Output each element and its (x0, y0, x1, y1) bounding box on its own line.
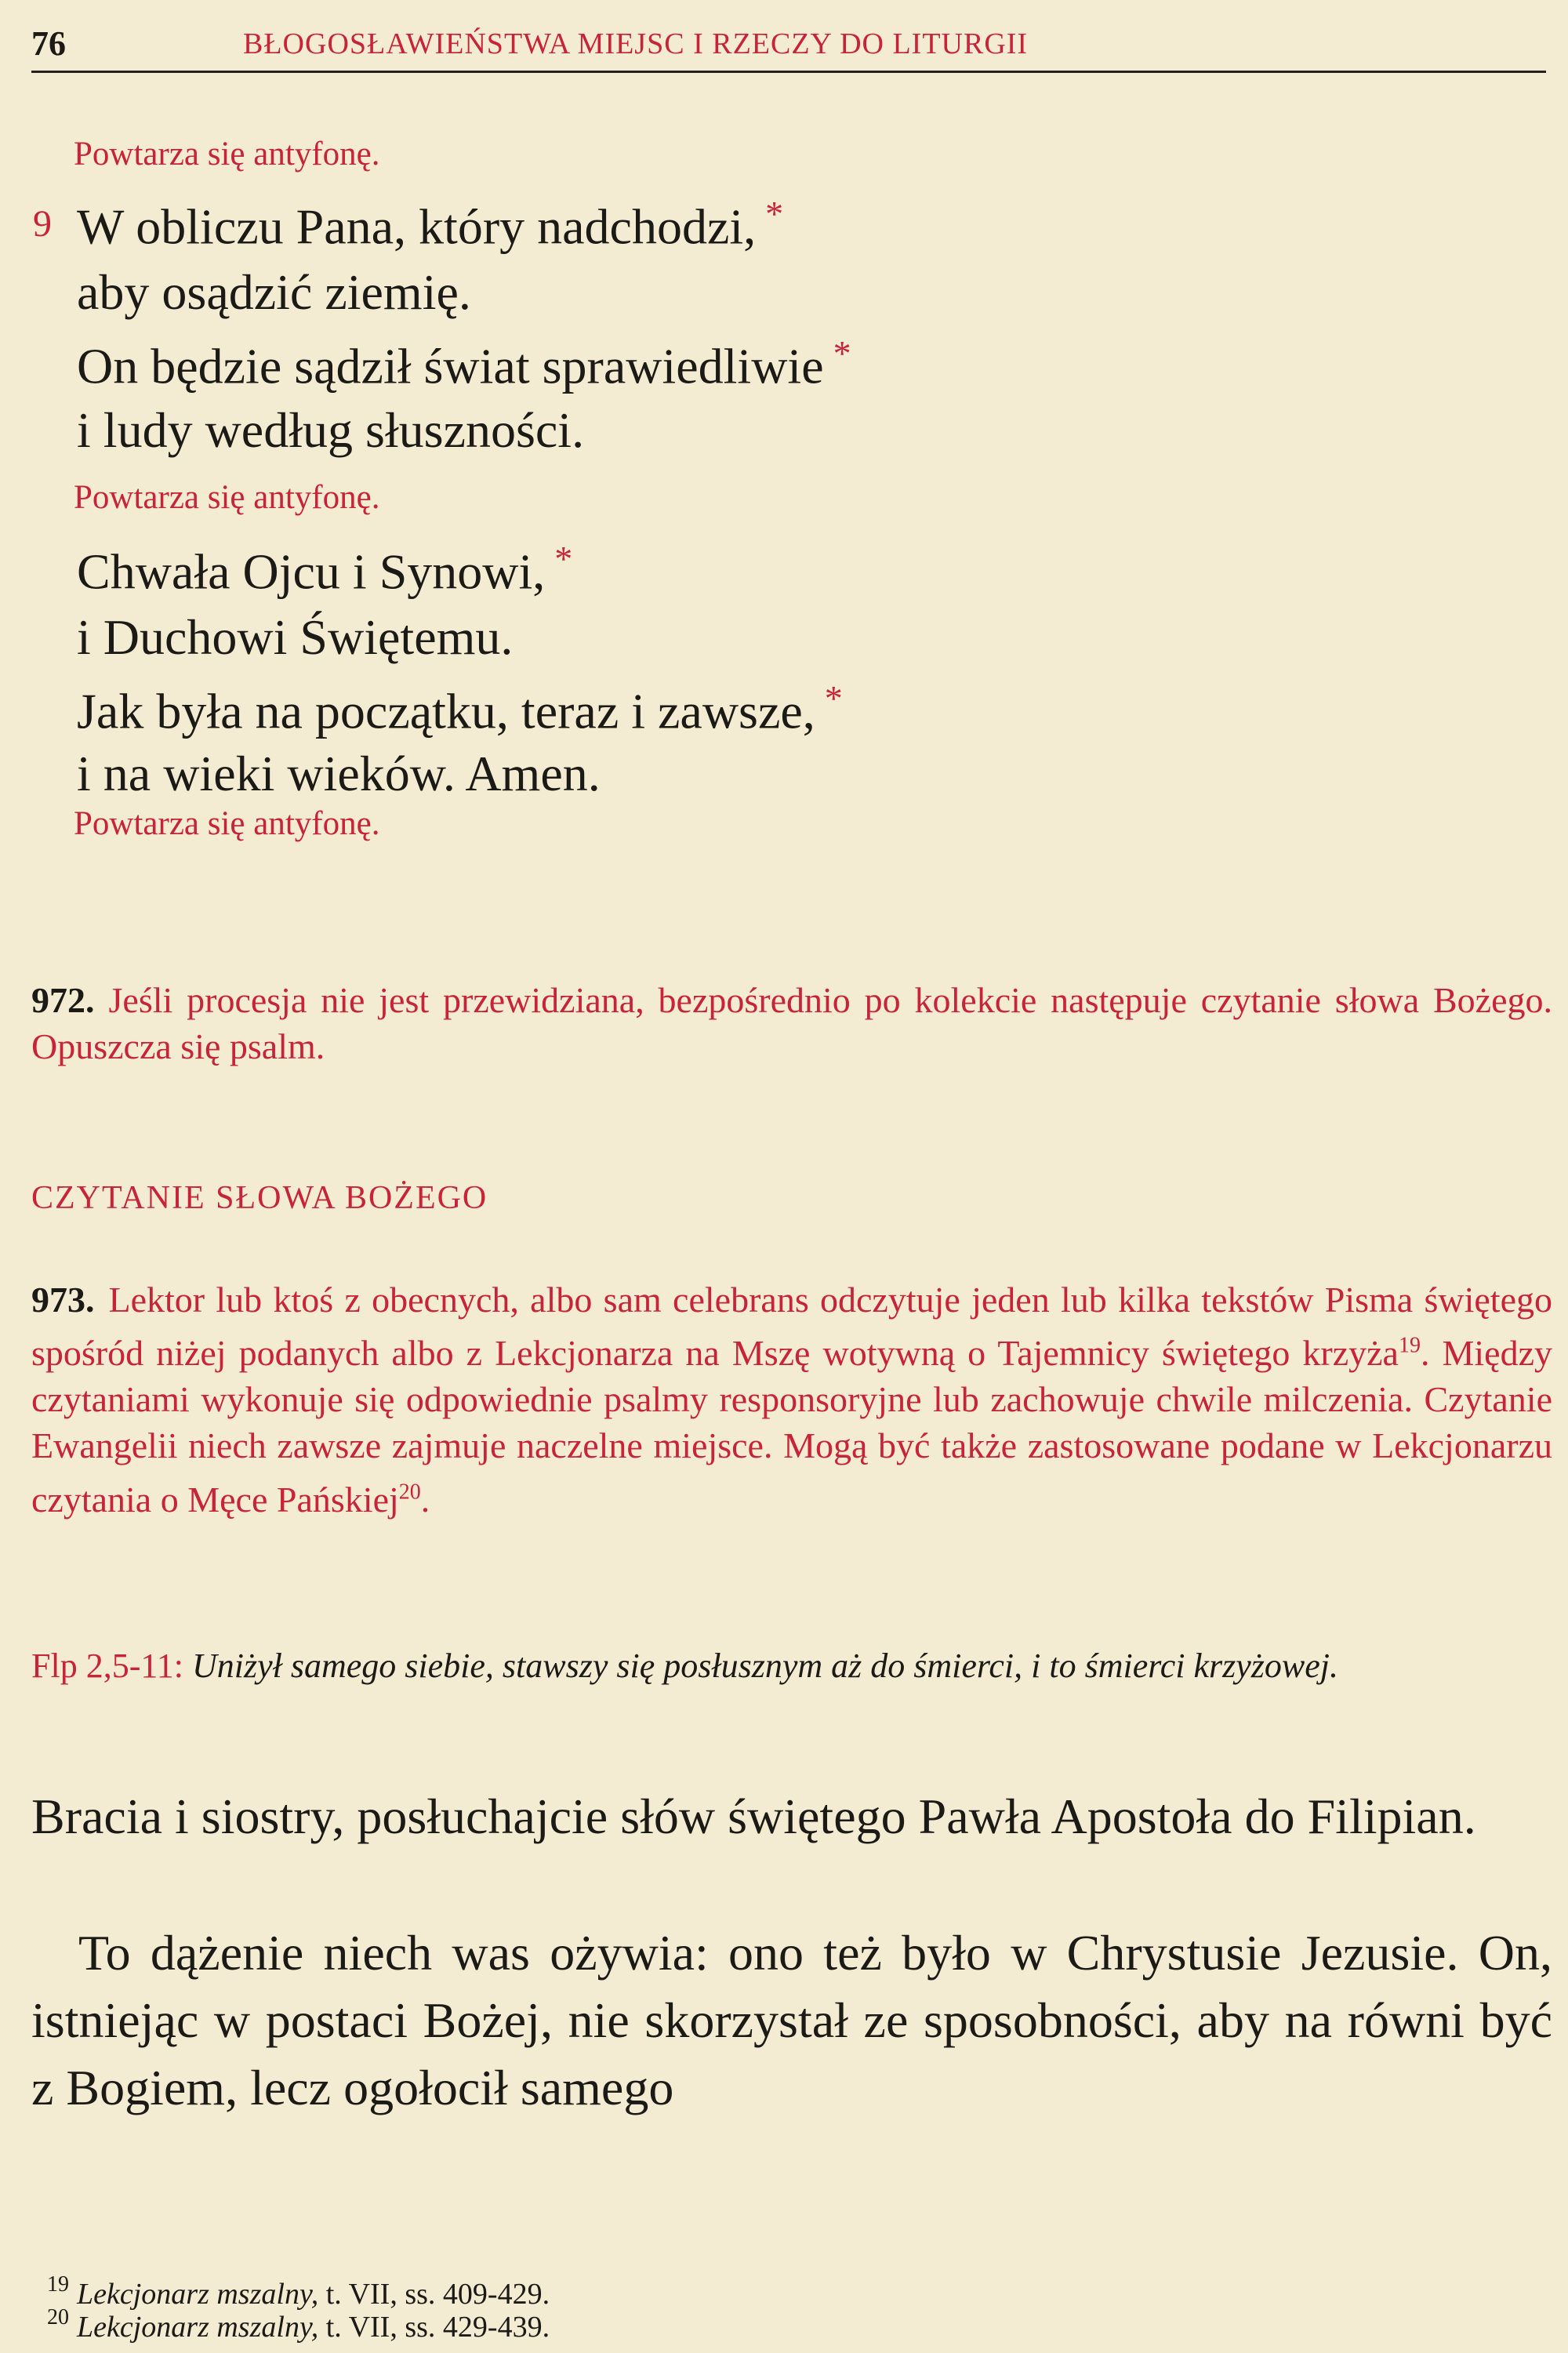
footnote-detail: t. VII, ss. 429-439. (318, 2311, 550, 2344)
rubric-text-part: Lektor lub ktoś z obecnych, albo sam celebrans odczytuje jeden lub kilka tekstów Pisma świętego spośród niżej podanych albo z Lekcjonarza na Mszę wotywną o Tajemnicy świętego krzyża (31, 1280, 1552, 1374)
page-number: 76 (31, 24, 66, 63)
rubric-repeat-antiphon: Powtarza się antyfonę. (74, 136, 380, 172)
scripture-reference: Flp 2,5-11: (31, 1647, 183, 1685)
footnote-reference: 20 (398, 1480, 421, 1505)
psalm-line (77, 193, 783, 256)
rubric-repeat-antiphon: Powtarza się antyfonę. (74, 805, 380, 842)
asterisk-mark: * (824, 678, 843, 718)
rubric-text: Jeśli procesja nie jest przewidziana, bezpośrednio po kolekcie następuje czytanie słowa Bożego. Opuszcza się psalm. (31, 980, 1552, 1066)
footnote-number: 19 (47, 2272, 69, 2297)
footnote-number: 20 (47, 2305, 69, 2329)
rubric-repeat-antiphon: Powtarza się antyfonę. (74, 479, 380, 516)
doxology-line (77, 677, 843, 740)
doxology-line: i na wieki wieków. Amen. (77, 746, 601, 801)
asterisk-mark: * (833, 333, 851, 373)
paragraph-number: 973. (31, 1280, 95, 1320)
section-heading: CZYTANIE SŁOWA BOŻEGO (31, 1180, 488, 1216)
footnote-source: Lekcjonarz mszalny, (77, 2311, 319, 2344)
reading-title: Uniżył samego siebie, stawszy się posłusznym aż do śmierci, i to śmierci krzyżowej. (191, 1647, 1339, 1685)
doxology-text: Jak była na początku, teraz i zawsze, (77, 683, 815, 739)
psalm-line-text: W obliczu Pana, który nadchodzi, (77, 198, 757, 255)
rubric-text-part: . Między czytaniami wykonuje się odpowiednie psalmy responsoryjne lub zachowuje chwile milczenia. Czytanie Ewangelii niech zawsze zajmuje naczelne miejsce. Mogą być także zastosowane podane w Lekcjonarzu czytania o Męce Pańskiej (31, 1333, 1553, 1520)
rubric-text (31, 1280, 1552, 1520)
footnote-reference: 19 (1398, 1334, 1421, 1358)
paragraph-number: 972. (31, 980, 95, 1020)
asterisk-mark: * (765, 194, 784, 234)
reading-intro: Bracia i siostry, posłuchajcie słów świętego Pawła Apostoła do Filipian. (31, 1788, 1476, 1844)
psalm-line: aby osądzić ziemię. (77, 264, 471, 320)
reading-reference (31, 1643, 1552, 1689)
doxology-line (77, 538, 572, 601)
footnote (47, 2272, 550, 2311)
reading-text: To dążenie niech was ożywia: ono też było w Chrystusie Jezusie. On, istniejąc w postaci Bożej, nie skorzystał ze sposobności, aby na równi być z Bogiem, lecz ogołocił samego (31, 1925, 1552, 2115)
rubric-paragraph-972 (31, 977, 1552, 1069)
psalm-line (77, 332, 851, 395)
footnote-detail: t. VII, ss. 409-429. (318, 2278, 550, 2311)
rubric-paragraph-973 (31, 1276, 1552, 1523)
asterisk-mark: * (554, 539, 573, 579)
rubric-text-part: . (420, 1479, 430, 1520)
footnote (47, 2305, 550, 2344)
running-head (31, 24, 1546, 73)
doxology-line: i Duchowi Świętemu. (77, 609, 514, 665)
doxology-text: Chwała Ojcu i Synowi, (77, 543, 546, 600)
footnote-source: Lekcjonarz mszalny, (77, 2278, 319, 2311)
psalm-line: i ludy według słuszności. (77, 402, 585, 458)
verse-number: 9 (33, 203, 52, 245)
psalm-line-text: On będzie sądził świat sprawiedliwie (77, 338, 824, 394)
running-title: BŁOGOSŁAWIEŃSTWA MIEJSC I RZECZY DO LITURGII (243, 27, 1029, 60)
